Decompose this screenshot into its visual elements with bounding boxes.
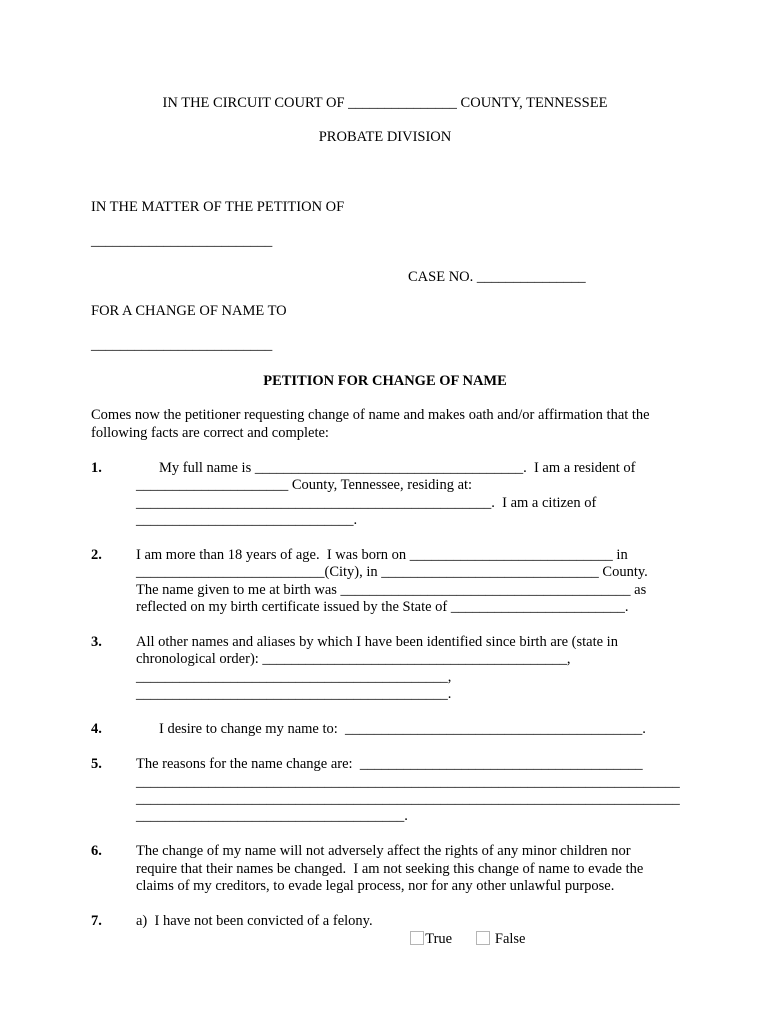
reasons-line-2[interactable]: ___________________________________________________________________________ xyxy=(136,774,680,790)
birth-name-line[interactable]: The name given to me at birth was ________________________________________ as xyxy=(136,582,647,598)
intro-line-1: Comes now the petitioner requesting change of name and makes oath and/or affirmation that the xyxy=(91,407,650,423)
aliases-line-2[interactable]: ___________________________________________, xyxy=(136,669,452,685)
residence-address-line[interactable]: _________________________________________________. I am a citizen of xyxy=(136,495,597,511)
full-name-line[interactable]: My full name is _____________________________________. I am a resident of xyxy=(159,460,636,476)
item-number-4: 4. xyxy=(91,721,102,737)
division-heading: PROBATE DIVISION xyxy=(318,129,452,145)
case-number-field[interactable]: CASE NO. _______________ xyxy=(408,269,586,285)
new-name-field[interactable]: _________________________ xyxy=(91,337,273,353)
false-label: False xyxy=(494,930,526,947)
false-checkbox[interactable] xyxy=(476,931,490,945)
aliases-line-1[interactable]: chronological order): __________________________________________, xyxy=(136,651,571,667)
item-number-6: 6. xyxy=(91,843,102,859)
birth-certificate-line[interactable]: reflected on my birth certificate issued by the State of ________________________. xyxy=(136,599,629,615)
aliases-intro-line: All other names and aliases by which I have been identified since birth are (state in xyxy=(136,634,618,650)
reasons-line-4[interactable]: _____________________________________. xyxy=(136,808,408,824)
true-checkbox[interactable] xyxy=(410,931,424,945)
residence-county-line[interactable]: _____________________ County, Tennessee, residing at: xyxy=(136,477,473,493)
felony-true-option[interactable] xyxy=(403,913,452,948)
matter-of-label: IN THE MATTER OF THE PETITION OF xyxy=(91,199,345,215)
item-number-5: 5. xyxy=(91,756,102,772)
felony-false-option[interactable] xyxy=(469,913,525,948)
reasons-line-3[interactable]: ___________________________________________________________________________ xyxy=(136,791,680,807)
item-number-3: 3. xyxy=(91,634,102,650)
statement-line-3: claims of my creditors, to evade legal process, nor for any other unlawful purpose. xyxy=(136,878,615,894)
aliases-line-3[interactable]: ___________________________________________. xyxy=(136,686,452,702)
felony-statement: a) I have not been convicted of a felony. xyxy=(136,913,373,929)
item-number-1: 1. xyxy=(91,460,102,476)
intro-line-2: following facts are correct and complete: xyxy=(91,425,329,441)
court-heading: IN THE CIRCUIT COURT OF _______________ COUNTY, TENNESSEE xyxy=(162,95,608,111)
statement-line-1: The change of my name will not adversely affect the rights of any minor children nor xyxy=(136,843,631,859)
document-title: PETITION FOR CHANGE OF NAME xyxy=(263,373,507,389)
reasons-line-1[interactable]: The reasons for the name change are: _______________________________________ xyxy=(136,756,643,772)
petitioner-name-field[interactable]: _________________________ xyxy=(91,233,273,249)
item-number-7: 7. xyxy=(91,913,102,929)
birth-date-line[interactable]: I am more than 18 years of age. I was born on ____________________________ in xyxy=(136,547,628,563)
statement-line-2: require that their names be changed. I am not seeking this change of name to evade the xyxy=(136,861,644,877)
item-number-2: 2. xyxy=(91,547,102,563)
change-to-label: FOR A CHANGE OF NAME TO xyxy=(91,303,287,319)
true-label: True xyxy=(425,930,453,947)
birth-place-line[interactable]: __________________________(City), in ______________________________ County. xyxy=(136,564,648,580)
citizenship-line[interactable]: ______________________________. xyxy=(136,512,358,528)
desired-name-line[interactable]: I desire to change my name to: _________________________________________. xyxy=(159,721,646,737)
